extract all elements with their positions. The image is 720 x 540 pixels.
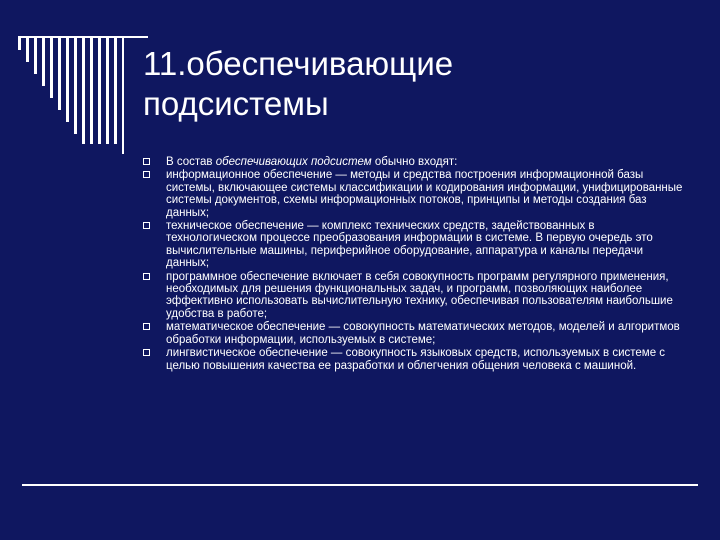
bullet-item — [143, 156, 683, 168]
bullet-text: математическое обеспечение — совокупность математических методов, моделей и алгоритмов обработки информации, используемых в системе; — [166, 321, 680, 346]
bullet-text: лингвистическое обеспечение — совокупность языковых средств, используемых в системе с целью повышения качества ее разработки и облегчения общения человека с машиной. — [166, 347, 666, 372]
bullet-text: техническое обеспечение — комплекс технических средств, задействованных в технологическом процессе преобразования информации в системе. В первую очередь это вычислительные машины, периферийное оборудование, аппаратура и каналы передачи данных; — [166, 220, 653, 270]
bullet-item — [143, 169, 683, 219]
slide-title-line2: подсистемы — [143, 85, 329, 122]
bullet-item — [143, 321, 683, 346]
square-bullet-icon — [143, 171, 150, 178]
bullet-prefix: В состав — [166, 156, 216, 168]
decorative-stripe — [18, 36, 21, 50]
decorative-stripe — [42, 36, 45, 86]
decorative-stripe — [50, 36, 53, 98]
decorative-stripe — [66, 36, 69, 122]
bullet-emphasis: обеспечивающих подсистем — [215, 156, 372, 168]
bullet-item — [143, 347, 683, 372]
decorative-stripe — [106, 36, 109, 144]
decorative-stripe — [58, 36, 61, 110]
square-bullet-icon — [143, 349, 150, 356]
bottom-divider — [22, 484, 698, 486]
decorative-stripes — [18, 36, 144, 146]
bullet-list — [143, 156, 683, 373]
decorative-stripe — [114, 36, 117, 144]
bullet-text: информационное обеспечение — методы и средства построения информационной базы системы, включающее системы классификации и кодирования информации, унифицированные системы документов, схемы информационных потоков, принципы и методы создания баз данных; — [166, 169, 683, 219]
decorative-stripe — [90, 36, 93, 144]
decorative-stripe — [74, 36, 77, 134]
bullet-text: программное обеспечение включает в себя совокупность программ регулярного применения, необходимых для решения функциональных задач, и программ, позволяющих наиболее эффективно использовать вычислительную технику, обеспечивая пользователям наибольшие удобства в работе; — [166, 270, 673, 320]
square-bullet-icon — [143, 273, 150, 280]
bullet-item — [143, 220, 683, 270]
square-bullet-icon — [143, 222, 150, 229]
slide-title — [143, 44, 683, 124]
decorative-stripe — [34, 36, 37, 74]
slide-title-line1: 11.обеспечивающие — [143, 45, 454, 82]
decorative-stripe — [26, 36, 29, 62]
bullet-suffix: обычно входят: — [371, 156, 458, 168]
square-bullet-icon — [143, 323, 150, 330]
square-bullet-icon — [143, 158, 150, 165]
decorative-vertical-line — [122, 36, 124, 154]
decorative-stripe — [98, 36, 101, 144]
decorative-stripe — [82, 36, 85, 144]
bullet-item — [143, 271, 683, 321]
